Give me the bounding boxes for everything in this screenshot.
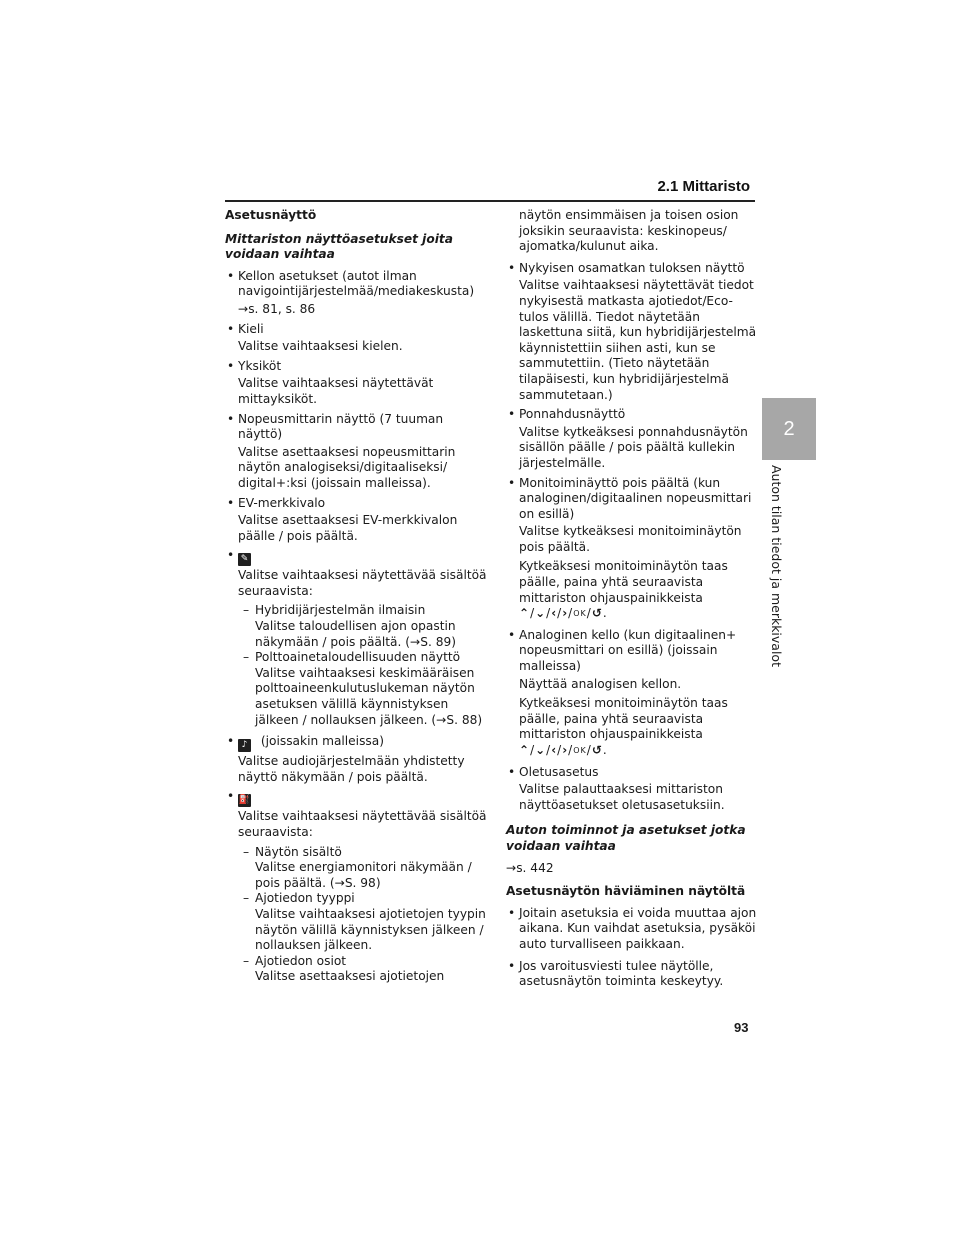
item-mid-off: • Monitoiminäyttö pois päältä (kun analoginen/digitaalinen nopeusmittari on esillä) [506,476,758,523]
item-speedometer-text: Valitse asettaaksesi nopeusmittarin näytön analogiseksi/digitaaliseksi/ digital+:ksi (joissain malleissa). [238,444,456,490]
item-analog-clock: • Analoginen kello (kun digitaalinen+ nopeusmittari on esillä) (joissain malleissa) [506,628,758,675]
item-analog-clock-text2: Kytkeäksesi monitoiminäytön taas päälle, paina yhtä seuraavista mittariston ohjauspainikkeista [519,696,728,742]
subheading-line2: voidaan vaihtaa [225,247,335,262]
chevron-left-icon: ‹ [551,606,558,621]
item-energy-text: Valitse vaihtaaksesi näytettävää sisältöä seuraavista: [238,809,487,839]
pen-option-1-text: Valitse taloudellisen ajon opastin näkymään / pois päältä. (→S. 89) [255,619,456,649]
energy-option-3-title: Ajotiedon osiot [255,953,347,968]
item-audio [225,734,487,752]
subheading-functions: Auton toiminnot ja asetukset jotka voidaan vaihtaa [506,823,746,853]
left-column [225,208,487,985]
back-icon: ↺ [591,743,603,757]
item-default: • Oletusasetus [506,765,758,781]
subheading [225,232,487,263]
item-units-text: Valitse vaihtaaksesi näytettävät mittayksiköt. [238,376,434,406]
item-language: • Kieli [225,322,487,338]
energy-option-1-text: Valitse energiamonitori näkymään / pois päältä. (→S. 98) [255,860,472,890]
item-clock: • Kellon asetukset (autot ilman navigointijärjestelmää/mediakeskusta) [225,269,487,300]
item-clock-ref: →s. 81, s. 86 [238,301,316,316]
control-buttons-row-1: ⌃/⌄/‹/›/OK/↺. [519,606,608,621]
energy-option-3: – Ajotiedon osiot [243,953,347,968]
control-buttons-row-2: ⌃/⌄/‹/›/OK/↺. [519,743,608,757]
music-note-icon: ♪ [238,739,251,752]
item-trip-result-text: Valitse vaihtaaksesi näytettävät tiedot nykyisestä matkasta ajotiedot/Eco-tulos välillä. Tiedot näytetään laskettuna siitä, kun hybridijärjestelmä käynnistettiin siihen asti, kun se sammutettiin. (Tieto näytetään tilapäisesti, kun hybridijärjestelmä sammutetaan.) [519,278,757,402]
page-number: 93 [734,1020,749,1035]
right-column [506,208,758,992]
item-mid-off-text1: Valitse kytkeäksesi monitoiminäytön pois päältä. [519,524,742,554]
header-rule [225,200,755,202]
ok-icon: OK [573,609,587,619]
item-speedometer: • Nopeusmittarin näyttö (7 tuuman näyttö) [225,412,487,443]
pen-option-2-title: Polttoainetaloudellisuuden näyttö [255,650,461,665]
chevron-up-icon: ⌃ [519,743,531,757]
item-analog-clock-text1: Näyttää analogisen kellon. [519,676,682,691]
item-ev-indicator: • EV-merkkivalo [225,496,487,512]
pen-option-2-text: Valitse vaihtaaksesi keskimääräisen polttoaineenkulutuslukeman näytön asetuksen välillä käynnistyksen jälkeen / nollauksen jälkeen. (→S. 88) [255,665,483,727]
chevron-down-icon: ⌄ [535,743,547,757]
item-popup-text: Valitse kytkeäksesi ponnahdusnäytön sisällön päälle / pois päältä kullekin järjestelmälle. [519,424,748,470]
chevron-left-icon: ‹ [551,743,558,757]
section-heading: Asetusnäyttö [225,208,317,222]
section-title: 2.1 Mittaristo [657,178,750,195]
energy-option-2-title: Ajotiedon tyyppi [255,891,355,906]
subheading-line1: Mittariston näyttöasetukset joita [225,231,453,246]
pen-option-1: – Hybridijärjestelmän ilmaisin [243,603,426,618]
chevron-right-icon: › [562,743,569,757]
pen-icon: ✎ [238,553,251,566]
chapter-number: 2 [783,417,795,440]
energy-option-1-title: Näytön sisältö [255,844,342,859]
item-energy [225,789,487,807]
note-2: • Jos varoitusviesti tulee näytölle, asetusnäytön toiminta keskeytyy. [506,959,758,990]
chapter-tab [762,398,816,460]
back-icon: ↺ [591,606,603,621]
chevron-down-icon: ⌄ [535,606,547,621]
item-units: • Yksiköt [225,359,487,375]
functions-ref: →s. 442 [506,860,554,875]
item-language-text: Valitse vaihtaaksesi kielen. [238,339,403,354]
chapter-label: Auton tilan tiedot ja merkkivalot [769,465,784,667]
item-audio-title: (joissakin malleissa) [260,734,384,749]
item-pen [225,548,487,566]
subheading-disappear: Asetusnäytön häviäminen näytöltä [506,884,746,899]
energy-option-2-text: Valitse vaihtaaksesi ajotietojen tyypin näytön välillä käynnistyksen jälkeen / nollauksen jälkeen. [255,906,486,953]
note-1: • Joitain asetuksia ei voida muuttaa ajon aikana. Kun vaihdat asetuksia, pysäköi auto turvalliseen paikkaan. [506,906,758,953]
chevron-up-icon: ⌃ [519,606,531,621]
chevron-right-icon: › [562,606,569,621]
item-trip-result: • Nykyisen osamatkan tuloksen näyttö [506,261,758,277]
page-header [0,178,755,200]
pen-option-2: – Polttoainetaloudellisuuden näyttö [243,650,461,665]
energy-option-1: – Näytön sisältö [243,844,342,859]
item-audio-text: Valitse audiojärjestelmään yhdistetty näyttö näkymään / pois päältä. [238,754,465,784]
item-mid-off-text2: Kytkeäksesi monitoiminäytön taas päälle, paina yhtä seuraavista mittariston ohjauspainikkeista [519,559,728,605]
energy-option-2: – Ajotiedon tyyppi [243,891,355,906]
fuel-pump-icon: ⛽ [238,795,251,806]
item-default-text: Valitse palauttaaksesi mittariston näyttöasetukset oletusasetuksiin. [519,782,725,812]
continued-text: näytön ensimmäisen ja toisen osion joksikin seuraavista: keskinopeus/ ajomatka/kulunut aika. [519,208,739,254]
pen-option-1-title: Hybridijärjestelmän ilmaisin [255,603,426,618]
energy-option-3-text: Valitse asettaaksesi ajotietojen [255,969,445,984]
item-popup: • Ponnahdusnäyttö [506,407,758,423]
ok-icon: OK [573,746,587,755]
item-pen-text: Valitse vaihtaaksesi näytettävää sisältöä seuraavista: [238,568,487,598]
item-ev-indicator-text: Valitse asettaaksesi EV-merkkivalon päälle / pois päältä. [238,513,458,543]
